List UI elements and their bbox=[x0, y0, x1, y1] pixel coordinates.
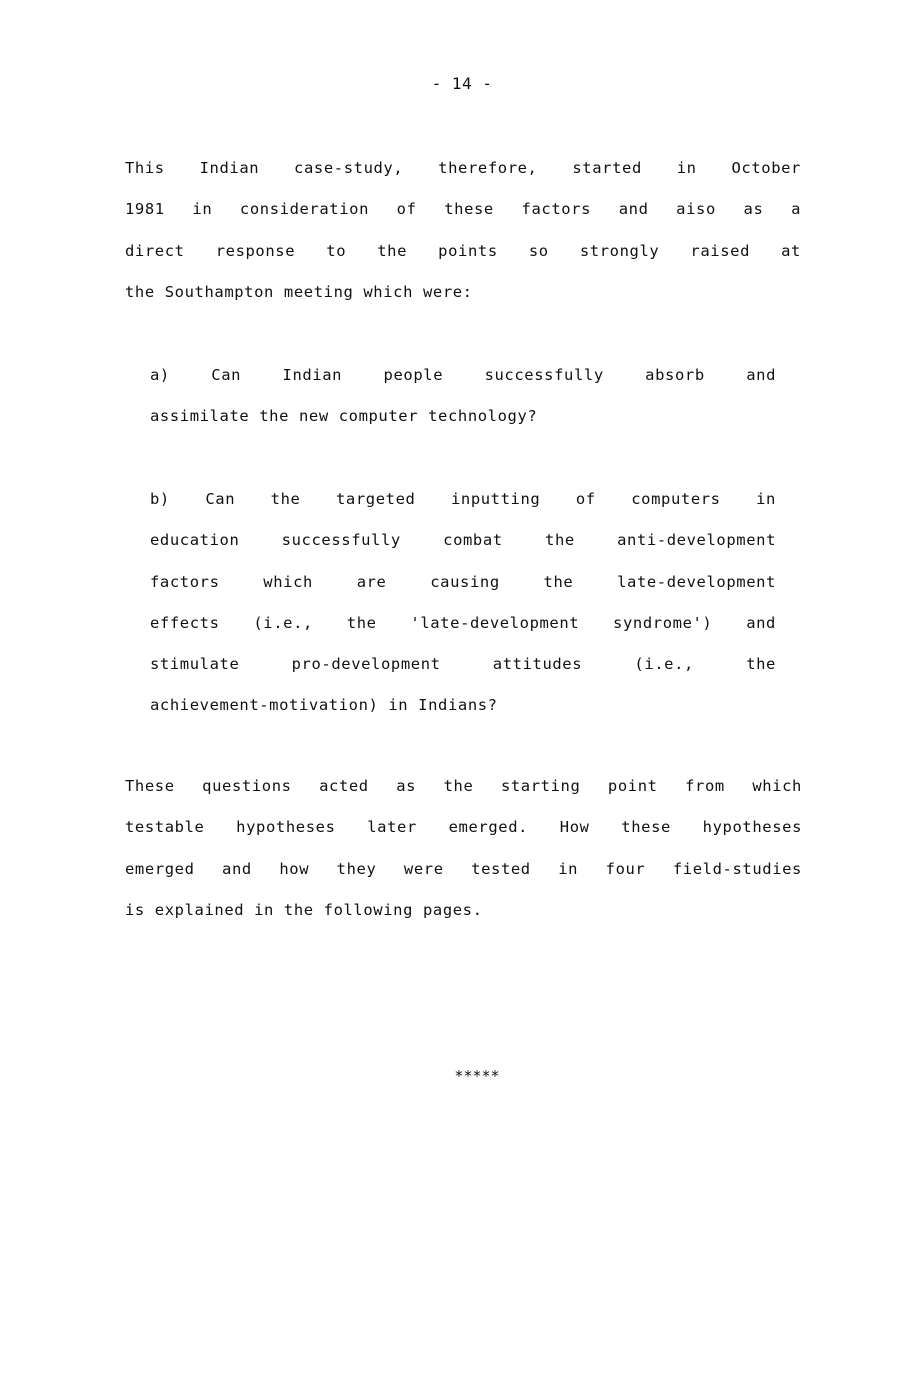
question-line: b) Can the targeted inputting of computers in bbox=[150, 490, 776, 508]
paragraph-line: is explained in the following pages. bbox=[125, 900, 483, 919]
paragraph-line: testable hypotheses later emerged. How these hypotheses bbox=[125, 818, 802, 837]
question-line: assimilate the new computer technology? bbox=[150, 407, 538, 426]
paragraph-line: These questions acted as the starting point from which bbox=[125, 777, 802, 795]
question-b bbox=[150, 489, 776, 737]
question-line: education successfully combat the anti-development bbox=[150, 531, 776, 550]
paragraph-line: 1981 in consideration of these factors and aiso as a bbox=[125, 200, 801, 219]
question-line: stimulate pro-development attitudes (i.e., the bbox=[150, 655, 776, 674]
section-end-marker: ***** bbox=[454, 1067, 500, 1085]
page-number: - 14 - bbox=[431, 74, 493, 93]
question-line: a) Can Indian people successfully absorb and bbox=[150, 366, 776, 384]
paragraph-line: This Indian case-study, therefore, started in October bbox=[125, 159, 801, 177]
question-a bbox=[150, 365, 776, 448]
paragraph-line: direct response to the points so strongly raised at bbox=[125, 241, 801, 260]
paragraph-line: emerged and how they were tested in four field-studies bbox=[125, 859, 802, 878]
question-line: effects (i.e., the 'late-development syndrome') and bbox=[150, 613, 776, 632]
question-line: factors which are causing the late-development bbox=[150, 572, 776, 591]
closing-paragraph bbox=[125, 776, 802, 941]
question-line: achievement-motivation) in Indians? bbox=[150, 696, 498, 715]
paragraph-line: the Southampton meeting which were: bbox=[125, 282, 473, 301]
intro-paragraph bbox=[125, 158, 801, 323]
